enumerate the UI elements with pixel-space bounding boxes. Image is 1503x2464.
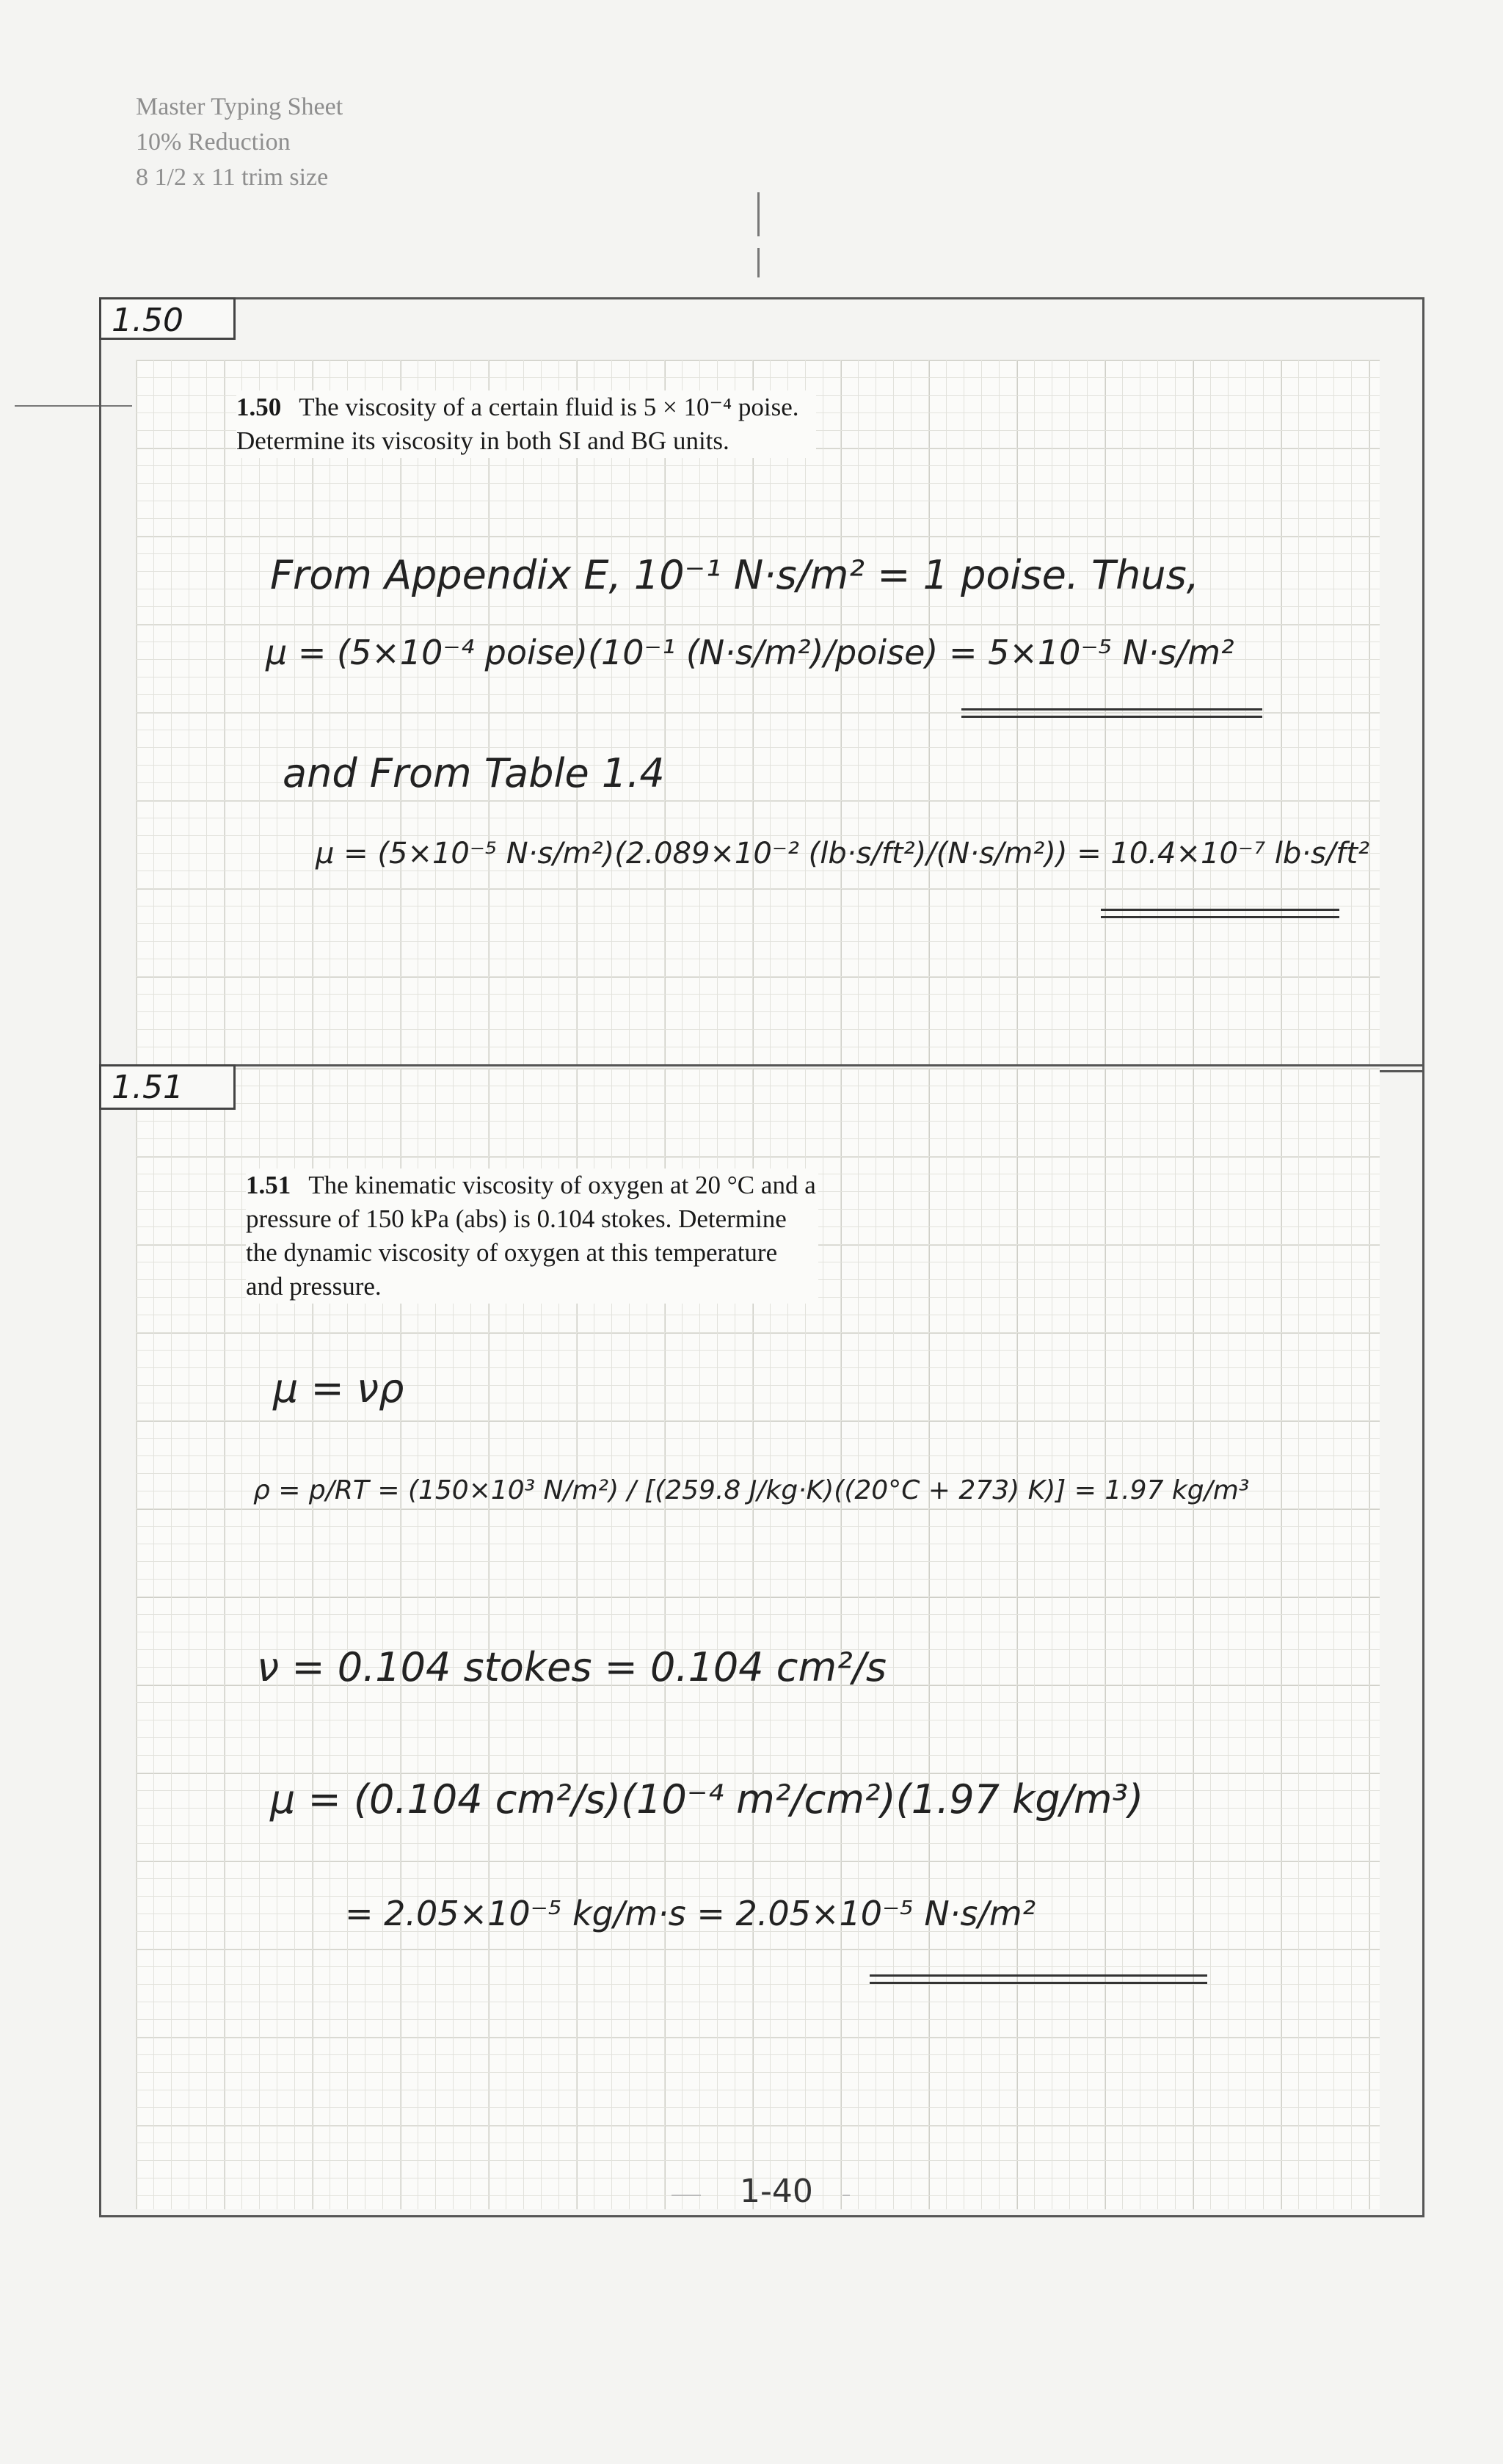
footer-dash-left bbox=[672, 2195, 701, 2196]
registration-mark bbox=[757, 248, 760, 277]
solution-151-line-3: ν = 0.104 stokes = 0.104 cm²/s bbox=[257, 1644, 887, 1690]
header-line-1: Master Typing Sheet bbox=[136, 93, 343, 120]
solution-150-line-4: μ = (5×10⁻⁵ N·s/m²)(2.089×10⁻² (lb·s/ft²)/(N·s/m²)) = 10.4×10⁻⁷ lb·s/ft² bbox=[316, 837, 1370, 871]
answer-151-underline bbox=[870, 1974, 1207, 1984]
solution-150-line-1: From Appendix E, 10⁻¹ N·s/m² = 1 poise. Thus, bbox=[270, 552, 1199, 598]
solution-151-line-5: = 2.05×10⁻⁵ kg/m·s = 2.05×10⁻⁵ N·s/m² bbox=[345, 1894, 1036, 1933]
problem-150-number: 1.50 bbox=[236, 393, 282, 421]
problem-150-text: The viscosity of a certain fluid is 5 × 10⁻⁴ poise. Determine its viscosity in both SI and BG units. bbox=[236, 393, 799, 455]
problem-151-statement bbox=[246, 1169, 818, 1304]
registration-mark bbox=[757, 192, 760, 236]
header-line-3: 8 1/2 x 11 trim size bbox=[136, 164, 329, 191]
problem-151-text: The kinematic viscosity of oxygen at 20 °C and a pressure of 150 kPa (abs) is 0.104 stokes. Determine the dynamic viscosity of oxygen at this temperature and pressure. bbox=[246, 1171, 816, 1301]
header-line-2: 10% Reduction bbox=[136, 128, 291, 156]
problem-150-tab-label: 1.50 bbox=[112, 302, 183, 339]
typing-sheet-header bbox=[136, 90, 343, 195]
answer-150-si-underline bbox=[961, 708, 1262, 718]
solution-151-line-4: μ = (0.104 cm²/s)(10⁻⁴ m²/cm²)(1.97 kg/m³) bbox=[270, 1776, 1144, 1822]
problem-151-number: 1.51 bbox=[246, 1171, 291, 1199]
footer-dash-right bbox=[843, 2195, 850, 2196]
answer-150-bg-underline bbox=[1101, 909, 1339, 918]
problem-151-tab bbox=[99, 1064, 236, 1110]
problem-151-tab-label: 1.51 bbox=[112, 1069, 183, 1106]
problem-150-statement bbox=[236, 390, 816, 458]
problem-150-tab bbox=[99, 297, 236, 340]
solution-150-line-2: μ = (5×10⁻⁴ poise)(10⁻¹ (N·s/m²)/poise) = 5×10⁻⁵ N·s/m² bbox=[266, 633, 1234, 672]
solution-151-line-2: ρ = p/RT = (150×10³ N/m²) / [(259.8 J/kg·K)((20°C + 273) K)] = 1.97 kg/m³ bbox=[253, 1475, 1250, 1505]
solution-151-line-1: μ = νρ bbox=[273, 1365, 404, 1411]
page-number: 1-40 bbox=[740, 2173, 813, 2210]
solution-150-line-3: and From Table 1.4 bbox=[283, 750, 665, 796]
